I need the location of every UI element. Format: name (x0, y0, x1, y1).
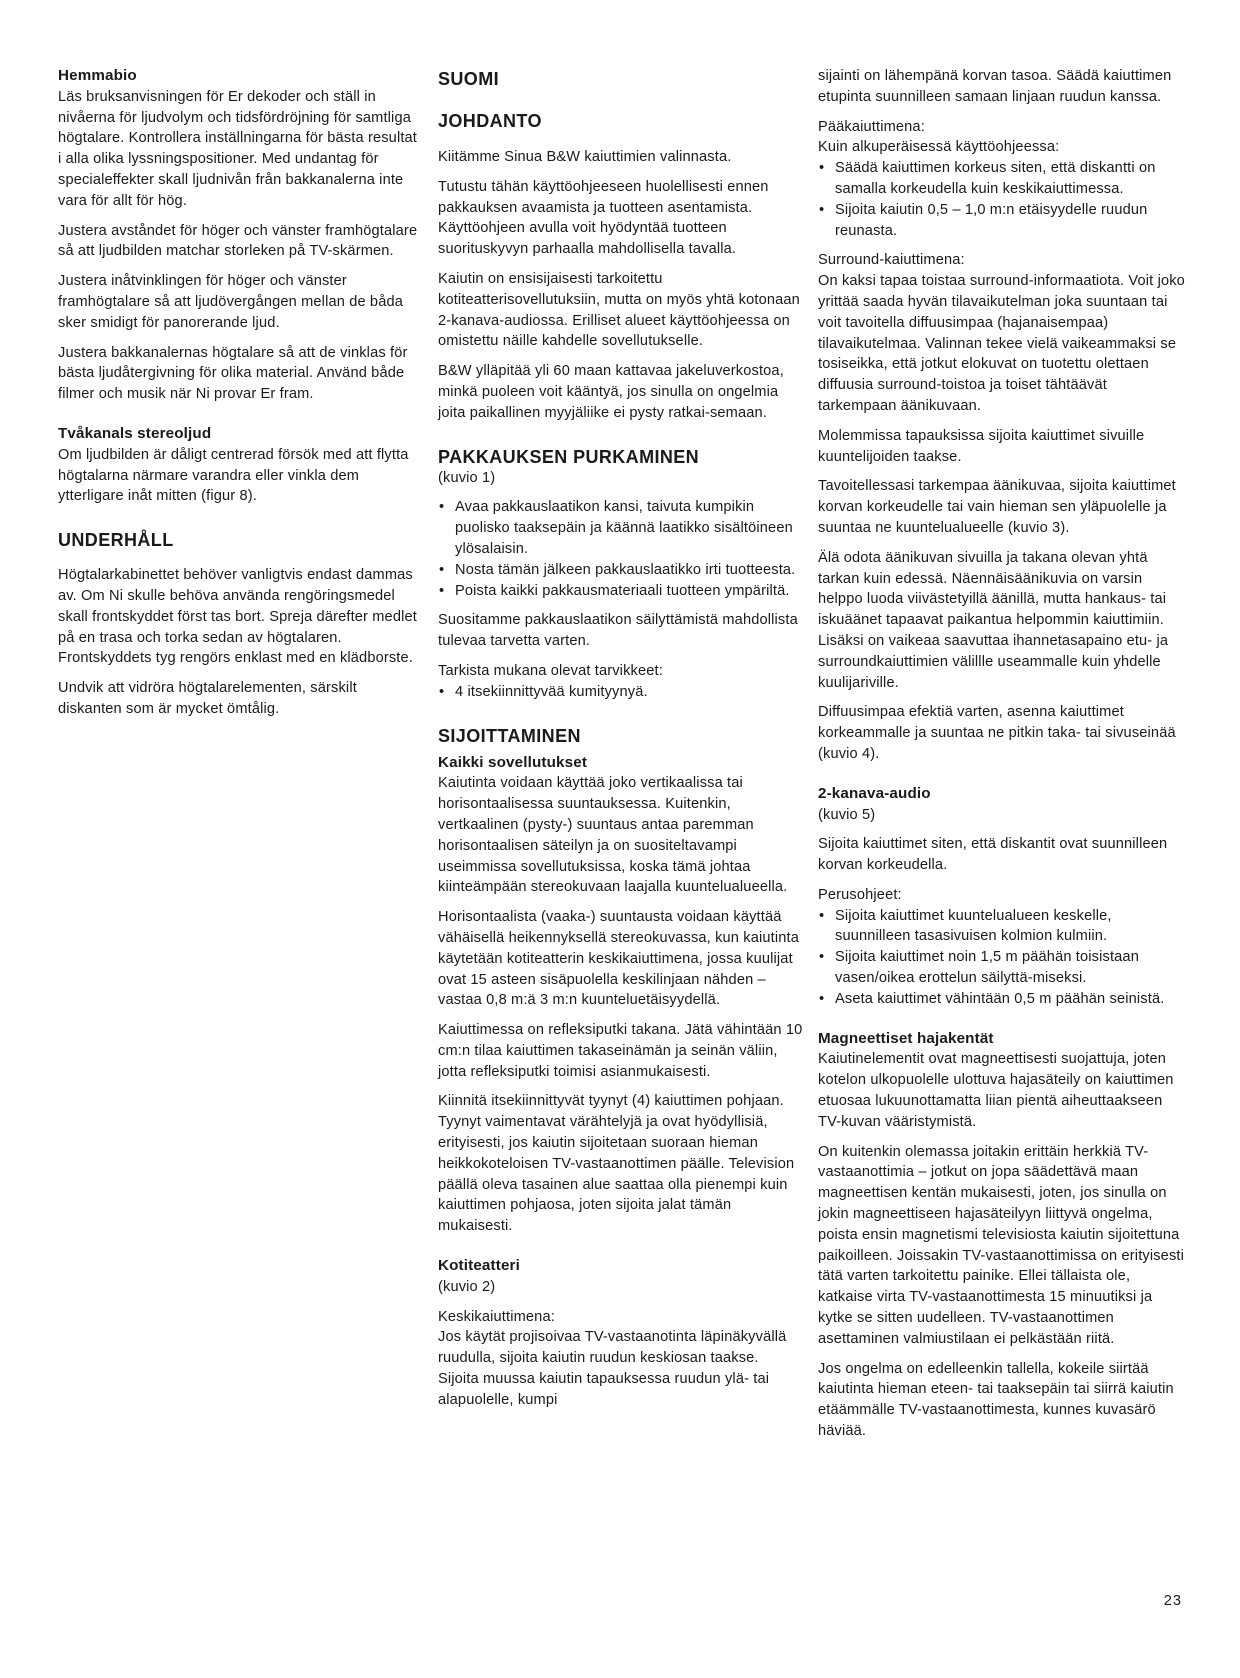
paragraph: B&W ylläpitää yli 60 maan kattavaa jakeluverkostoa, minkä puoleen voit kääntyä, jos sinulla on ongelmia joita paikallinen myyjäliike ei pysty ratkai-semaan. (438, 363, 784, 421)
paragraph: Kaiutinta voidaan käyttää joko vertikaalissa tai horisontaalisessa suuntauksessa. Kuitenkin, vertkaalinen (pysty-) suuntaus antaa paremman horisontaalisen säteilyn ja on suositeltavampi useimmissa sovellutuksissa, koska tämä johtaa kiinteämpään stereokuvaan laajalla kuuntelualueella. (438, 775, 788, 896)
paragraph: Kaiutinelementit ovat magneettisesti suojattuja, joten kotelon ulkopuolelle ulottuva hajasäteily on kaiuttimen etuosaa lukuunottamatta liian pientä aiheuttaakseen TV-kuvan vääristymistä. (818, 1051, 1174, 1130)
main-speaker-label: Pääkaiuttimena: (818, 118, 925, 135)
paragraph: Justera avståndet för höger och vänster framhögtalare så att ljudbilden matchar storleken på TV-skärmen. (58, 222, 418, 260)
paragraph: Kiitämme Sinua B&W kaiuttimien valinnasta. (438, 149, 732, 165)
list-item: • 4 itsekiinnittyvää kumityynyä. (438, 682, 803, 703)
paragraph: Molemmissa tapauksissa sijoita kaiuttimet sivuille kuuntelijoiden taakse. (818, 427, 1145, 465)
section-title-unpacking: PAKKAUKSEN PURKAMINEN (438, 446, 700, 467)
subsection-title-home-theatre: Kotiteatteri (438, 1257, 520, 1275)
paragraph: Älä odota äänikuvan sivuilla ja takana olevan yhtä tarkan kuin edessä. Näennäisäänikuvia on varsin helppo luoda viivästetyillä äänillä, mutta hankaus- tai iskuäänet tapaavat paikantua helpommin kaiuttimiin. Lisäksi on vaikeaa saavuttaa ihannetasapaino etu- ja surroundkaiuttimien välillle useammalle kuin yhdelle kuulijariville. (818, 549, 1169, 691)
language-title: SUOMI (438, 69, 500, 89)
paragraph: Högtalarkabinettet behöver vanligtvis endast dammas av. Om Ni skulle behöva använda rengöringsmedel skall frontskyddet först tas bort. Spreja därefter medlet på en trasa och torka sedan av högtalaren. Frontskyddets tyg rengörs enklast med en klädborste. (58, 567, 417, 667)
paragraph: Diffuusimpaa efektiä varten, asenna kaiuttimet korkeammalle ja suuntaa ne pitkin taka- tai sivuseinää (kuvio 4). (818, 704, 1176, 762)
figure-reference: (kuvio 2) (438, 1278, 496, 1295)
column-left (58, 66, 418, 729)
list-item: • Sijoita kaiuttimet noin 1,5 m päähän toisistaan vasen/oikea erottelun säilyttä-miseksi. (818, 947, 1188, 989)
paragraph: Kaiuttimessa on refleksiputki takana. Jätä vähintään 10 cm:n tilaa kaiuttimen takaseinämän ja seinän väliin, jotta refleksiputki toimisi asianmukaisesti. (438, 1022, 803, 1080)
subsection-title-magnetic: Magneettiset hajakentät (818, 1029, 994, 1047)
list-item: • Avaa pakkauslaatikon kansi, taivuta kumpikin puolisko taaksepäin ja käännä laatikko sisältöineen ylösalaisin. (438, 497, 803, 559)
section-title-hemmabio: Hemmabio (58, 67, 137, 84)
section-title-maintenance: UNDERHÅLL (58, 530, 174, 551)
basic-instructions-label: Perusohjeet: (818, 886, 902, 903)
paragraph: Kiinnitä itsekiinnittyvät tyynyt (4) kaiuttimen pohjaan. Tyynyt vaimentavat värähtelyjä ja ovat hyödyllisiä, erityisesti, jos kaiutin sijoitetaan suoraan hieman heikkokoteloisen TV-vastaanottimen päälle. Television päällä oleva tasainen alue saattaa olla pienempi kuin kaiuttimen pohjaosa, joten sijoita jalat tämän mukaisesti. (438, 1093, 795, 1235)
paragraph: Kaiutin on ensisijaisesti tarkoitettu kotiteatterisovellutuksiin, mutta on myös yhtä kotonaan 2-kanava-audiossa. Erilliset alueet käyttöohjeessa on omistettu näille kahdelle sovellutukselle. (438, 270, 800, 350)
paragraph: Sijoita kaiuttimet siten, että diskantit ovat suunnilleen korvan korkeudella. (818, 836, 1168, 874)
list-item: • Säädä kaiuttimen korkeus siten, että diskantti on samalla korkeudella kuin keskikaiuttimessa. (818, 158, 1188, 200)
paragraph: sijainti on lähempänä korvan tasoa. Säädä kaiuttimen etupinta suunnilleen samaan linjaan ruudun kanssa. (818, 68, 1172, 105)
center-speaker-label: Keskikaiuttimena: (438, 1308, 555, 1325)
paragraph: Horisontaalista (vaaka-) suuntausta voidaan käyttää vähäisellä heikennyksellä stereokuvassa, kun kaiutinta käytetään kotiteatterin keskikaiuttimena, jossa kuulijat ovat 15 asteen sisäpuolella keskilinjaan nähden – vastaa 0,8 m:ä 3 m:n kuunteluetäisyydellä. (438, 909, 799, 1009)
column-right (818, 66, 1188, 1451)
paragraph: Undvik att vidröra högtalarelementen, särskilt diskanten som är mycket ömtålig. (58, 680, 357, 717)
figure-reference: (kuvio 1) (438, 469, 496, 486)
paragraph: Justera bakkanalernas högtalare så att de vinklas för bästa ljudåtergivning för olika material. Använd både filmer och musik när Ni provar Er fram. (58, 344, 408, 403)
main-speaker-list (818, 158, 1188, 241)
paragraph: Suositamme pakkauslaatikon säilyttämistä mahdollista tulevaa tarvetta varten. (438, 612, 798, 650)
paragraph: Tavoitellessasi tarkempaa äänikuvaa, sijoita kaiuttimet korvan korkeudelle tai vain hieman sen yläpuolelle ja suuntaa ne kuuntelualueelle (kuvio 3). (818, 478, 1176, 536)
subsection-title-two-channel: 2-kanava-audio (818, 784, 931, 802)
list-item: • Poista kaikki pakkausmateriaali tuotteen ympäriltä. (438, 581, 803, 602)
list-item: • Sijoita kaiuttimet kuuntelualueen keskelle, suunnilleen tasasivuisen kolmion kulmiin. (818, 906, 1188, 948)
list-item: • Aseta kaiuttimet vähintään 0,5 m päähän seinistä. (818, 989, 1188, 1010)
section-title-intro: JOHDANTO (438, 111, 542, 131)
list-item: • Nosta tämän jälkeen pakkauslaatikko irti tuotteesta. (438, 560, 803, 581)
paragraph: On kaksi tapaa toistaa surround-informaatiota. Voit joko yrittää saada hyvän tilavaikutelman joka suuntaan tai voit tavoitella diffuusimpaa (hajanaisempaa) tilavaikutelmaa. Valinnan tekee vielä vaikeammaksi se tosiseikka, että jotkut elokuvat on tuotettu olettaen diffuusia surround-toistoa ja toiset tähtäävät tarkempaan äänikuvaan. (818, 273, 1185, 414)
accessories-list (438, 682, 803, 703)
page-number: 23 (1163, 1593, 1182, 1609)
basic-instructions-list (818, 906, 1188, 1010)
paragraph: Tutustu tähän käyttöohjeeseen huolellisesti ennen pakkauksen avaamista ja tuotteen asentamista. Käyttöohjeen avulla voit hyödyntää tuotteen suorituskyvyn parhaalla mahdollisella tavalla. (438, 178, 769, 258)
paragraph: Om ljudbilden är dåligt centrerad försök med att flytta högtalarna närmare varandra eller vinkla dem ytterligare inåt mitten (figur 8). (58, 446, 409, 505)
main-speaker-intro: Kuin alkuperäisessä käyttöohjeessa: (818, 139, 1060, 156)
unpack-list (438, 497, 803, 601)
accessories-label: Tarkista mukana olevat tarvikkeet: (438, 662, 663, 679)
paragraph: Läs bruksanvisningen för Er dekoder och ställ in nivåerna för ljudvolym och tidsfördröjning för samtliga högtalare. Kontrollera inställningarna för bästa resultat i alla olika lyssningspositioner. Med undantag för specialeffekter skall ljudnivån från bakkanalerna inte vara för allt för hög. (58, 88, 418, 209)
section-title-placement: SIJOITTAMINEN (438, 725, 581, 746)
paragraph: On kuitenkin olemassa joitakin erittäin herkkiä TV-vastaanottimia – jotkut on jopa säädettävä maan magneettisen kentän mukaisesti, joten, jos sinulla on jokin magneettiseen hajasäteilyyn liittyvä ongelma, poista ensin magnetismi televisiosta kaiutin sijoitettuna paikoilleen. Joissakin TV-vastaanottimissa on erityisesti tätä varten tarkoitettu painike. Ellei tällaista ole, katkaise virta TV-vastaanottimesta 15 minuutiksi ja kytke se sitten uudelleen. TV-vastaanottimen asettaminen valmiustilaan ei pelkästään riitä. (818, 1143, 1184, 1347)
paragraph: Jos käytät projisoivaa TV-vastaanotinta läpinäkyvällä ruudulla, sijoita kaiutin ruudun keskiosan taakse. Sijoita muussa kaiutin tapauksessa ruudun ylä- tai alapuolelle, kumpi (438, 1329, 787, 1408)
figure-reference: (kuvio 5) (818, 806, 876, 823)
subsection-title-all: Kaikki sovellutukset (438, 753, 588, 771)
list-item: • Sijoita kaiutin 0,5 – 1,0 m:n etäisyydelle ruudun reunasta. (818, 200, 1188, 242)
column-middle (438, 66, 803, 1420)
paragraph: Jos ongelma on edelleenkin tallella, kokeile siirtää kaiutinta hieman eteen- tai taaksepäin tai siirrä kaiutin etäämmälle TV-vastaanottimesta, kunnes kuvasärö häviää. (818, 1360, 1174, 1440)
surround-label: Surround-kaiuttimena: (818, 252, 965, 269)
section-title-stereo: Tvåkanals stereoljud (58, 424, 212, 442)
paragraph: Justera inåtvinklingen för höger och vänster framhögtalare så att ljudövergången mellan de båda sker smidigt för panorerande ljud. (58, 273, 404, 331)
